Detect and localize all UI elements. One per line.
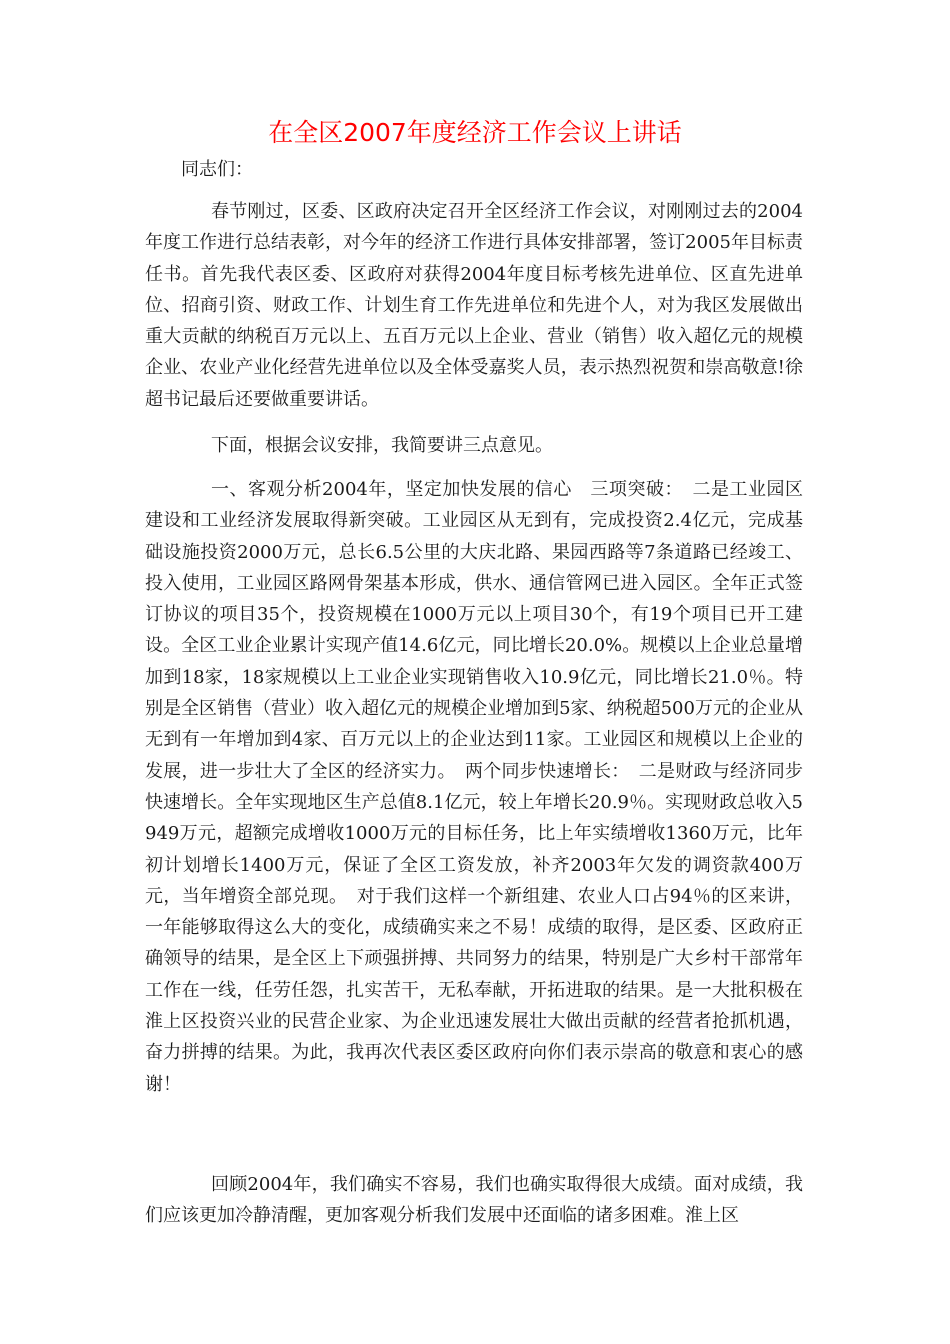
document-title: 在全区2007年度经济工作会议上讲话 (268, 118, 682, 147)
paragraph-analysis-2004: 一、客观分析2004年，坚定加快发展的信心 三项突破： 二是工业园区建设和工业经济发展取得新突破。工业园区从无到有，完成投资2.4亿元，完成基础设施投资2000万元，总长6.5公里的大庆北路、果园西路等7条道路已经竣工、投入使用，工业园区路网骨架基本形成，供水、通信管网已进入园区。全年正式签订协议的项目35个，投资规模在1000万元以上项目30个，有19个项目已开工建设。全区工业企业累计实现产值14.6亿元，同比增长20.0%。规模以上企业总量增加到18家，18家规模以上工业企业实现销售收入10.9亿元，同比增长21.0％。特别是全区销售（营业）收入超亿元的规模企业增加到5家、纳税超500万元的企业从无到有一年增加到4家、百万元以上的企业达到11家。工业园区和规模以上企业的发展，进一步壮大了全区的经济实力。 两个同步快速增长： 二是财政与经济同步快速增长。全年实现地区生产总值8.1亿元，较上年增长20.9％。实现财政总收入5949万元，超额完成增收1000万元的目标任务，比上年实绩增收1360万元，比年初计划增长1400万元，保证了全区工资发放，补齐2003年欠发的调资款400万元，当年增资全部兑现。 对于我们这样一个新组建、农业人口占94％的区来讲，一年能够取得这么大的变化，成绩确实来之不易！成绩的取得，是区委、区政府正确领导的结果，是全区上下顽强拼搏、共同努力的结果，特别是广大乡村干部常年工作在一线，任劳任怨，扎实苦干，无私奉献，开拓进取的结果。是一大批积极在淮上区投资兴业的民营企业家、为企业迅速发展壮大做出贡献的经营者抢抓机遇，奋力拼搏的结果。为此，我再次代表区委区政府向你们表示崇高的敬意和衷心的感谢！ (145, 479, 803, 1095)
salutation: 同志们： (181, 159, 253, 180)
paragraph-outline: 下面，根据会议安排，我简要讲三点意见。 (211, 435, 553, 456)
paragraph-review: 回顾2004年，我们确实不容易，我们也确实取得很大成绩。面对成绩，我们应该更加冷静清醒，更加客观分析我们发展中还面临的诸多困难。淮上区 (145, 1174, 803, 1227)
paragraph-opening: 春节刚过，区委、区政府决定召开全区经济工作会议，对刚刚过去的2004年度工作进行总结表彰，对今年的经济工作进行具体安排部署，签订2005年目标责任书。首先我代表区委、区政府对获得2004年度目标考核先进单位、区直先进单位、招商引资、财政工作、计划生育工作先进单位和先进个人，对为我区发展做出重大贡献的纳税百万元以上、五百万元以上企业、营业（销售）收入超亿元的规模企业、农业产业化经营先进单位以及全体受嘉奖人员，表示热烈祝贺和崇高敬意!徐超书记最后还要做重要讲话。 (145, 201, 803, 410)
